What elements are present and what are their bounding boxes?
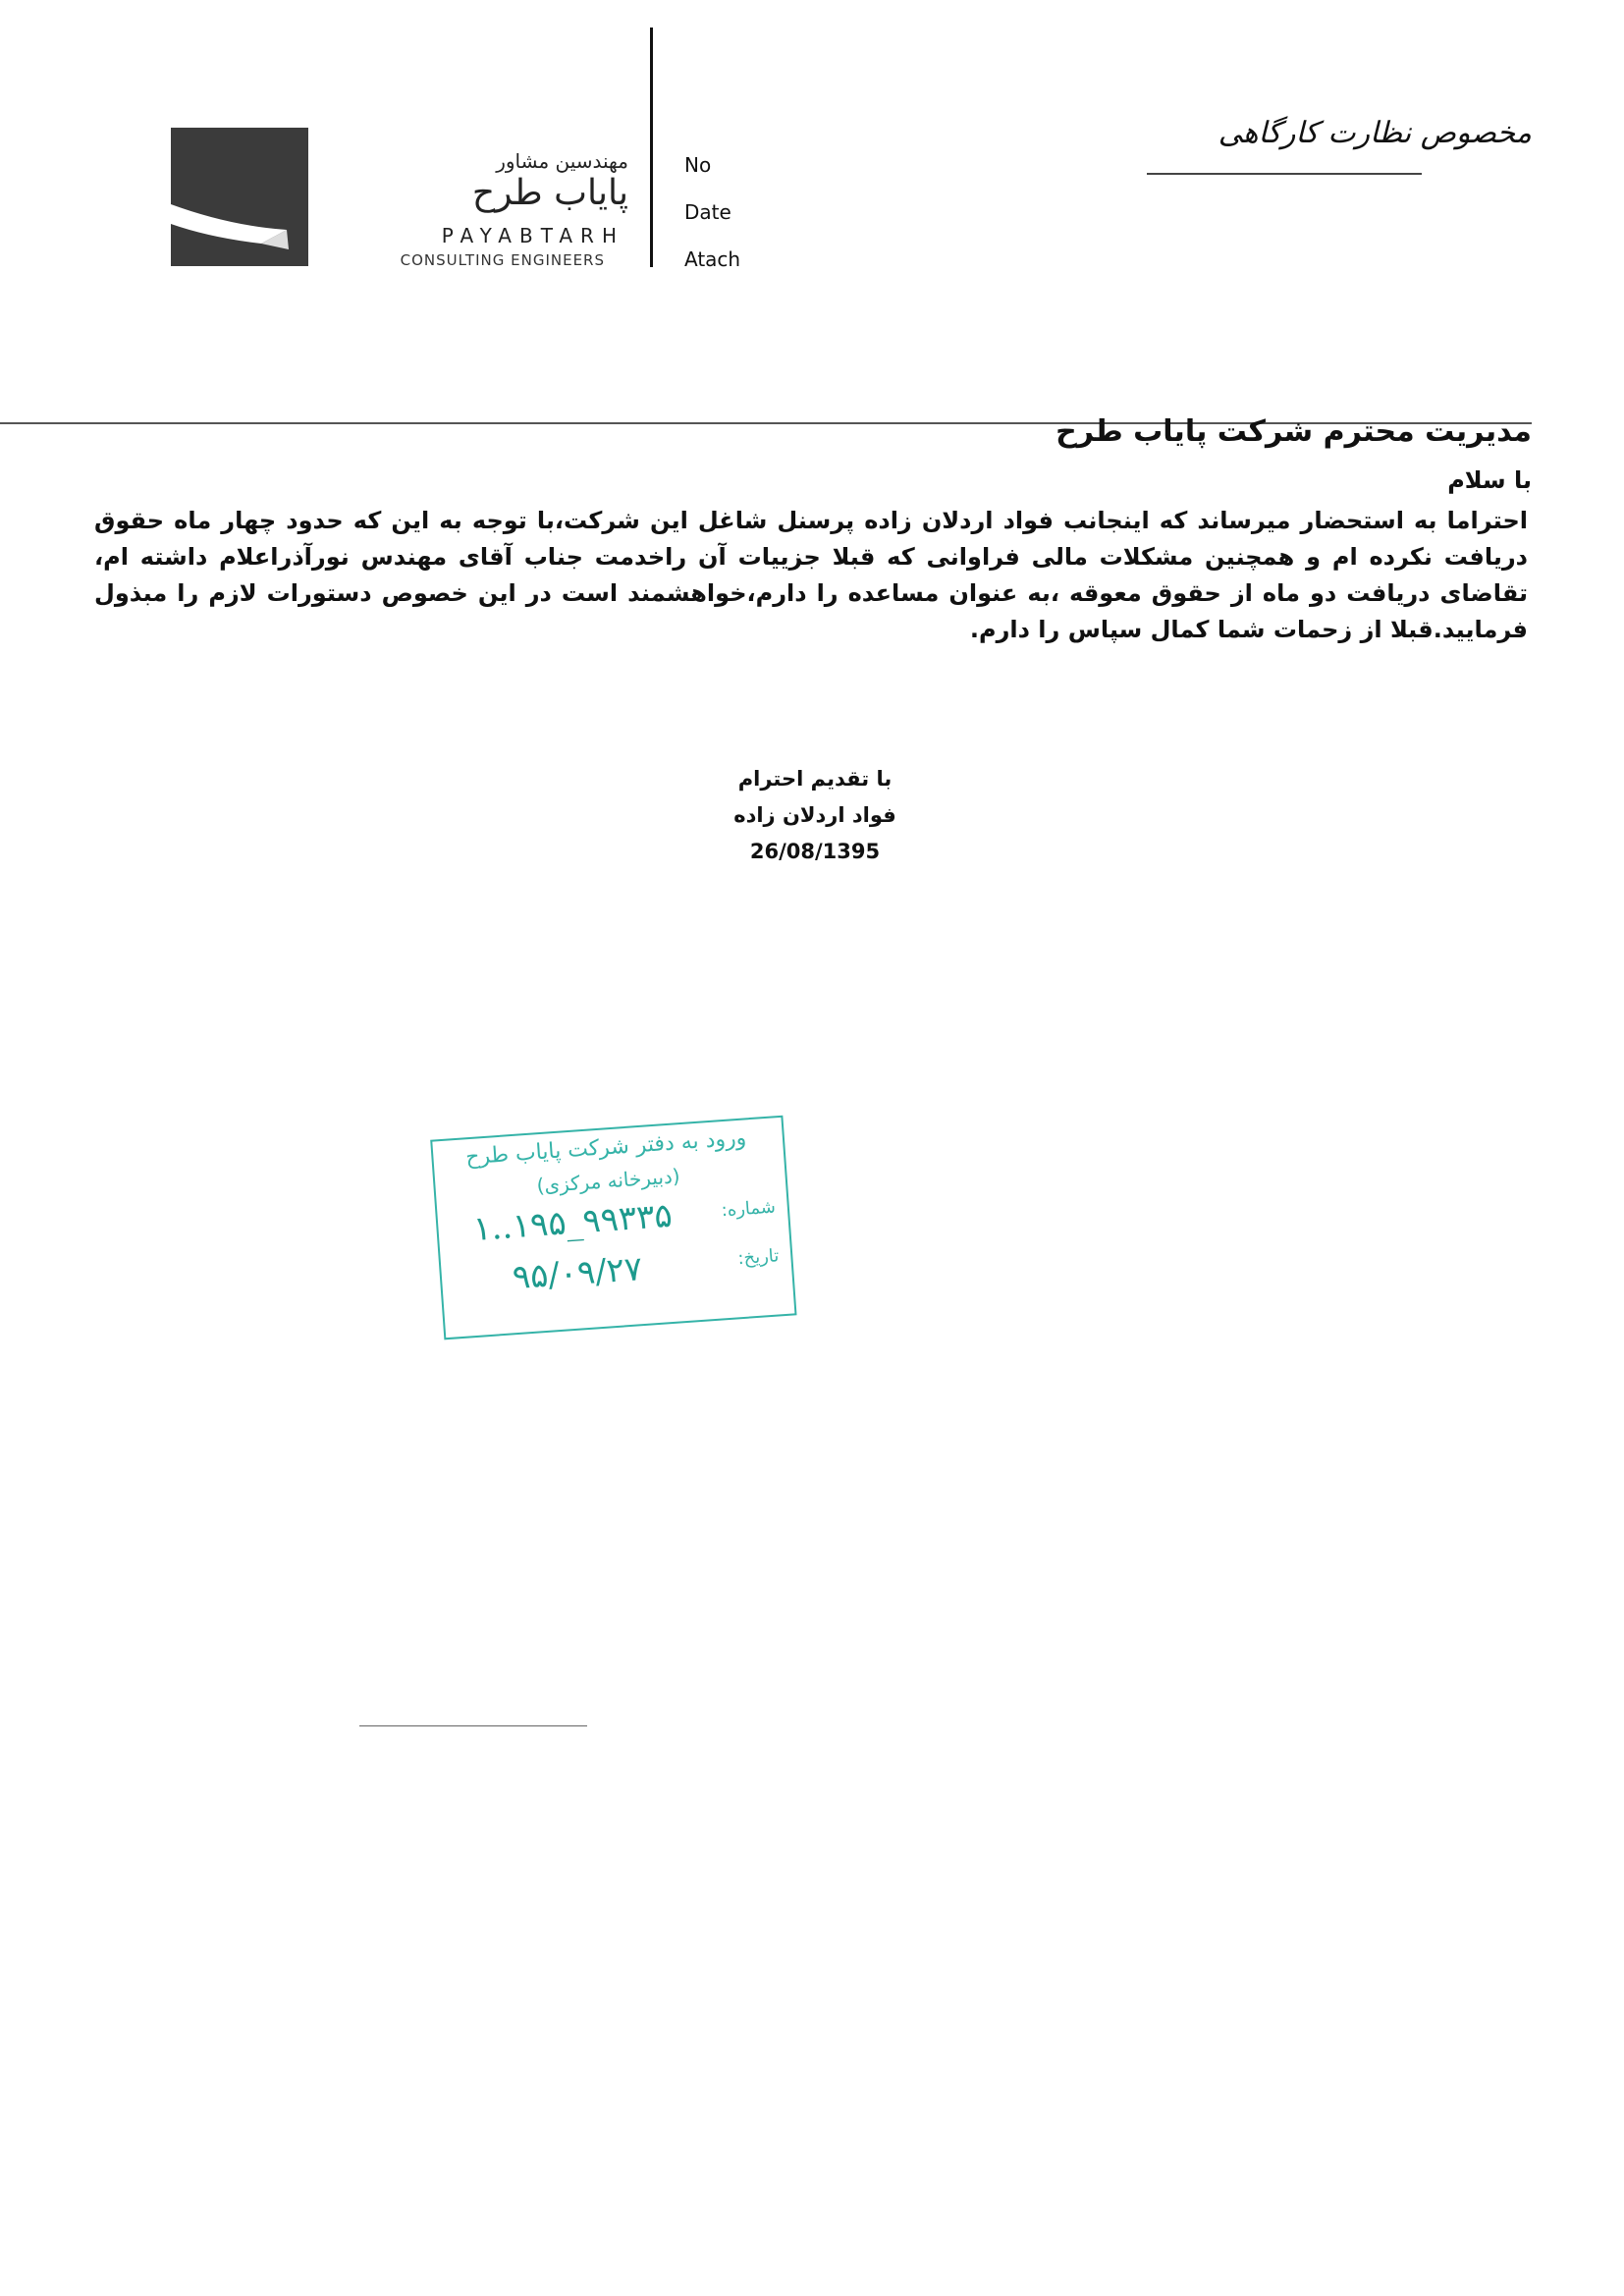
letter-closing: با تقدیم احترام (737, 767, 893, 791)
stamp-number-label: شماره: (721, 1196, 777, 1222)
company-name-fa: پایاب طرح (471, 173, 628, 213)
letter-greeting: با سلام (1447, 466, 1532, 494)
receipt-stamp (430, 1116, 797, 1344)
footer-line (359, 1725, 587, 1726)
company-tagline: CONSULTING ENGINEERS (400, 251, 605, 269)
company-name-en: PAYABTARH (441, 224, 624, 247)
meta-no-label: No (684, 153, 712, 177)
meta-date-label: Date (684, 200, 731, 224)
company-logo (171, 128, 308, 266)
letter-body: احتراما به استحضار میرساند که اینجانب فواد اردلان زاده پرسنل شاغل این شرکت،با توجه به این که حدود چهار ماه حقوق دریافت نکرده ام و همچنین مشکلات مالی فراوانی که قبلا جزییات آن راخدمت جناب آقای مهندس نورآذراعلام داشته ام، تقاضای دریافت دو ماه از حقوق معوقه ،به عنوان مساعده را دارم،خواهشمند است در این خصوص دستورات لازم را مبذول فرمایید.قبلا از زحمات شما کمال سپاس را دارم. (94, 507, 1528, 643)
signature-block (638, 761, 992, 870)
meta-atach-label: Atach (684, 247, 741, 271)
stamp-subtitle: (دبیرخانه مرکزی) (535, 1164, 681, 1198)
stamp-number-value: ۱..۱۹۵_۹۹۳۳۵ (471, 1195, 675, 1249)
payabtarh-logo-icon (171, 128, 308, 266)
letter-signer: فواد اردلان زاده (733, 803, 896, 827)
handwritten-note: مخصوص نظارت کارگاهی (1218, 116, 1532, 150)
letter-date: 26/08/1395 (749, 840, 881, 863)
stamp-date-label: تاریخ: (736, 1245, 781, 1270)
stamp-date-value: ۹۵/۰۹/۲۷ (511, 1249, 644, 1298)
stamp-title: ورود به دفتر شرکت پایاب طرح (464, 1125, 747, 1171)
header-divider (650, 27, 653, 267)
handwritten-underline (1147, 173, 1422, 175)
letter-recipient: مدیریت محترم شرکت پایاب طرح (1056, 414, 1532, 449)
company-name-fa-top: مهندسین مشاور (496, 149, 628, 173)
